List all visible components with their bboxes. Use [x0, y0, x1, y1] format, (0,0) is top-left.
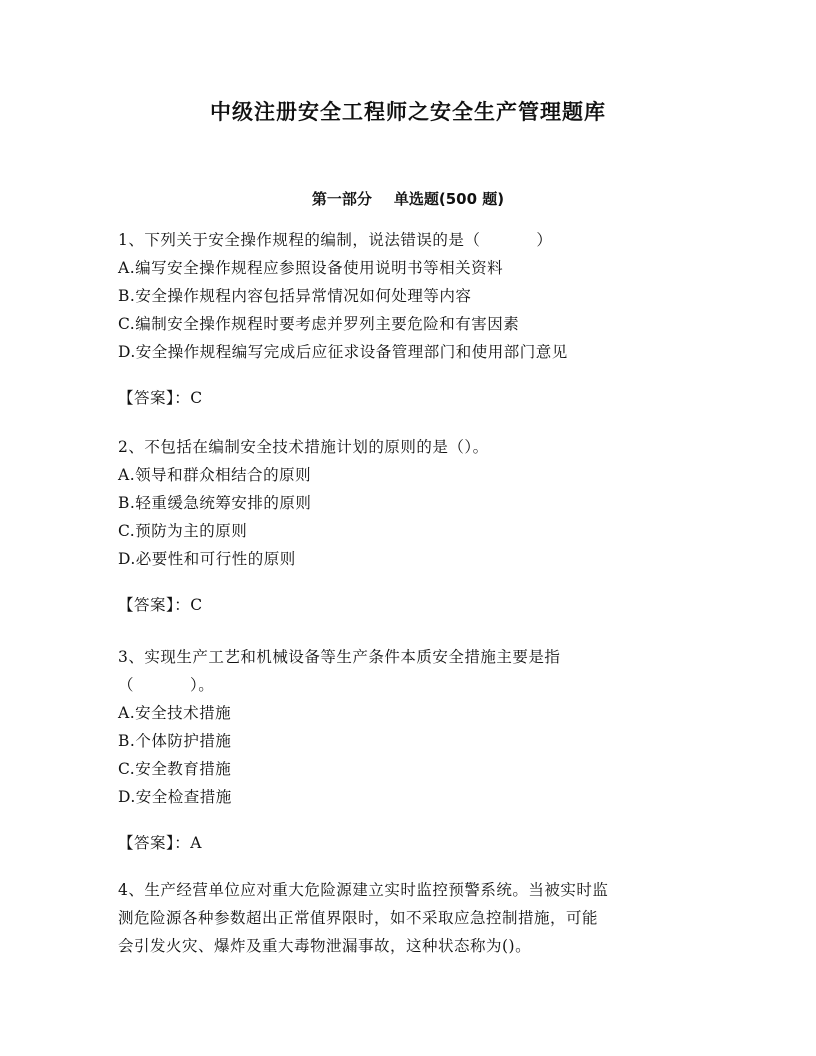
option-c: C.预防为主的原则: [118, 522, 248, 540]
section-title: [0, 188, 816, 209]
answer-label: 【答案】：: [118, 596, 191, 614]
option-a: A.编写安全操作规程应参照设备使用说明书等相关资料: [118, 259, 504, 277]
answer-value: C: [190, 596, 203, 614]
question-1: [118, 226, 708, 412]
option-b: B.个体防护措施: [118, 732, 232, 750]
answer-label: 【答案】：: [118, 834, 191, 852]
question-stem-line-2: 测危险源各种参数超出正常值界限时，如不采取应急控制措施，可能: [118, 909, 599, 927]
question-4: [118, 876, 708, 960]
option-a: A.领导和群众相结合的原则: [118, 466, 312, 484]
question-stem: 1、下列关于安全操作规程的编制，说法错误的是（ ）: [118, 231, 553, 249]
answer: [118, 829, 708, 857]
option-d: D.安全操作规程编写完成后应征求设备管理部门和使用部门意见: [118, 343, 568, 361]
question-stem: 2、不包括在编制安全技术措施计划的原则的是（）。: [118, 438, 489, 456]
section-type: 单选题(500 题): [393, 190, 505, 208]
answer: [118, 591, 708, 619]
question-3: [118, 643, 708, 857]
option-b: B.轻重缓急统筹安排的原则: [118, 494, 312, 512]
answer-value: A: [190, 834, 202, 852]
option-d: D.必要性和可行性的原则: [118, 550, 296, 568]
answer-value: C: [190, 389, 203, 407]
question-2: [118, 433, 708, 619]
answer: [118, 384, 708, 412]
question-stem: [118, 876, 718, 960]
option-c: C.编制安全操作规程时要考虑并罗列主要危险和有害因素: [118, 315, 520, 333]
question-stem-line-2: （ ）。: [118, 676, 215, 694]
section-part: 第一部分: [311, 190, 372, 208]
option-d: D.安全检查措施: [118, 788, 232, 806]
question-stem-line-1: 4、生产经营单位应对重大危险源建立实时监控预警系统。当被实时监: [118, 881, 609, 899]
answer-label: 【答案】：: [118, 389, 191, 407]
question-stem: 3、实现生产工艺和机械设备等生产条件本质安全措施主要是指: [118, 648, 561, 666]
option-b: B.安全操作规程内容包括异常情况如何处理等内容: [118, 287, 472, 305]
document-title: 中级注册安全工程师之安全生产管理题库: [210, 100, 606, 124]
option-c: C.安全教育措施: [118, 760, 232, 778]
question-stem-line-3: 会引发火灾、爆炸及重大毒物泄漏事故，这种状态称为()。: [118, 937, 532, 955]
option-a: A.安全技术措施: [118, 704, 232, 722]
